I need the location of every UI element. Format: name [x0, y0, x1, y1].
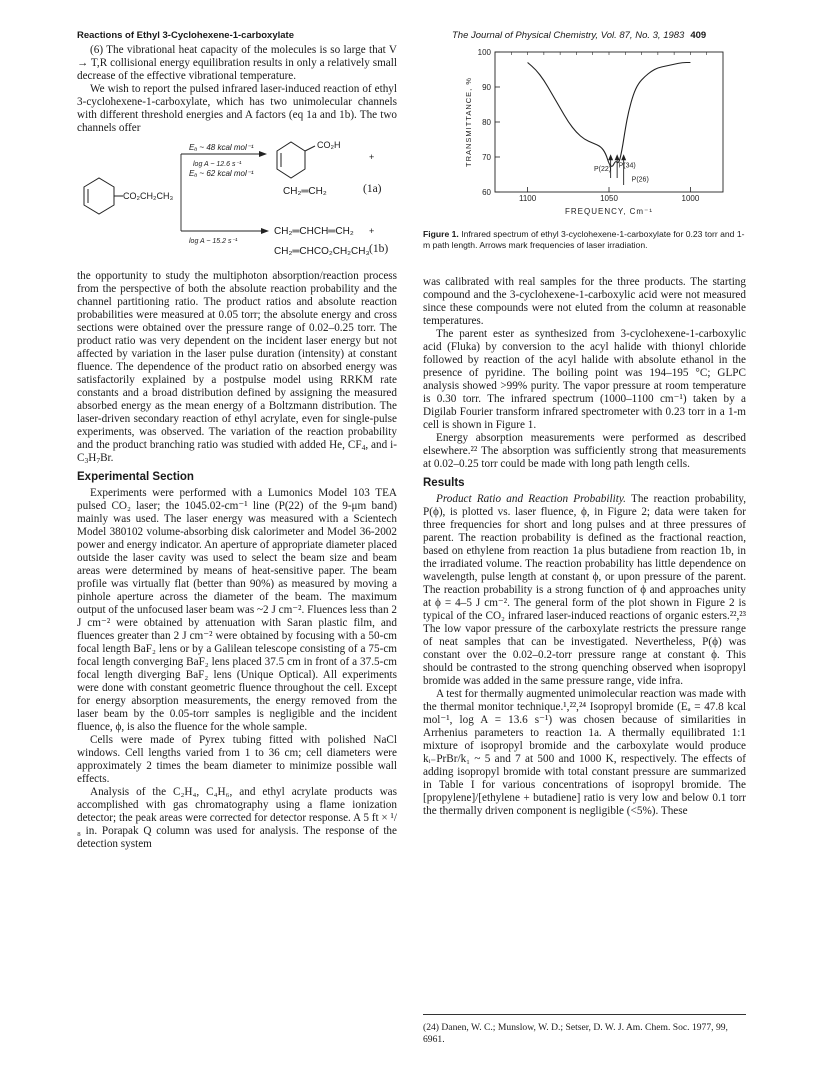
y-tick-label: 60 — [482, 188, 491, 197]
y-axis-label: TRANSMITTANCE, % — [464, 76, 473, 168]
paragraph: A test for thermally augmented unimolecular reaction was made with the thermal monitor technique.¹,²²,²⁴ Isopropyl bromide (Eₐ = 47.8 kcal mol⁻¹, log A = 13.6 s⁻¹) was chosen because of similarities in Arrhenius parameters to reaction 1a. A thermally equilibrated 1:1 mixture of isopropyl bromide and the carboxylate would produce kᵢ₋PrBr/k₁ ~ 5 and 7 at 500 and 1000 K, respectively. The effects of adding isopropyl bromide with total constant pressure are summarized in Table I for various concentrations of isopropyl bromide. The [propylene]/[ethylene + butadiene] ratio is very low and below 0.1 torr the thermally driven component is negligible (<5%). These — [423, 688, 746, 817]
page-number: 409 — [690, 30, 707, 41]
paragraph: Product Ratio and Reaction Probability. The reaction probability, P(ϕ), is plotted vs. laser fluence, ϕ, in Figure 2; data were taken for three frequencies for short and long pulses and at three pressures of parent. The reaction probability is defined as the fractional reaction, based on ethylene from reaction 1a plus butadiene from reaction 1b, in the irradiated volume. The reaction probability has little dependence on wavelength, pulse length at constant ϕ, or upon pressure of the parent. The reaction probability is a strong function of ϕ and approaches unity at ϕ = 4–5 J cm⁻². The general form of the plot shown in Figure 2 is typical of the CO₂ infrared laser-induced reactions of organic esters.²²,²³ The low vapor pressure of the carboxylate restricts the pressure range of neat samples that can be investigated. Nevertheless, P(ϕ) was constant over the 0.02–0.2-torr pressure range at constant ϕ. This should be contrasted to the strong quenching observed when isopropyl bromide was added in the same pressure range, vide infra. — [423, 493, 746, 687]
product-ethylene: CH₂═CH₂ — [283, 186, 327, 197]
right-column — [423, 276, 746, 818]
arrow-head — [621, 154, 626, 160]
footnote: (24) Danen, W. C.; Munslow, W. D.; Setser, D. W. J. Am. Chem. Soc. 1977, 99, 6961. — [423, 1022, 728, 1045]
caption-label: Figure 1. — [423, 229, 459, 239]
subsection-run-in-heading: Product Ratio and Reaction Probability. — [436, 493, 626, 505]
equation-label-1a: (1a) — [363, 183, 382, 195]
activation-energy-1a: Eₐ ~ 48 kcal mol⁻¹ — [189, 143, 254, 152]
y-tick-label: 90 — [482, 83, 491, 92]
plus-sign-1b: + — [369, 226, 375, 236]
footnote-rule — [423, 1014, 746, 1015]
running-head-title: Reactions of Ethyl 3-Cyclohexene-1-carboxylate — [77, 30, 294, 41]
log-a-1b: log A ~ 15.2 s⁻¹ — [189, 238, 238, 245]
caption-text: Infrared spectrum of ethyl 3-cyclohexene-1-carboxylate for 0.23 torr and 1-m path length. Arrows mark frequencies of laser irradiation. — [423, 229, 745, 250]
journal-citation: The Journal of Physical Chemistry, Vol. 87, No. 3, 1983 — [452, 30, 685, 41]
x-tick-label: 1050 — [600, 194, 618, 203]
arrow-head — [615, 154, 620, 160]
ir-spectrum-chart — [423, 40, 746, 226]
x-axis-label: FREQUENCY, Cm⁻¹ — [565, 207, 653, 216]
paragraph: the opportunity to study the multiphoton absorption/reaction process from the perspective of both the absolute reaction probability and the channel partitioning ratio. The product ratios and absolute reaction probabilities were measured at 0.05 torr; the absolute energy and cross sections were obtained over the pressure range of 0.02–0.25 torr. The product ratio was very dependent on the incident laser energy but not affected by variation in the laser pulse duration (intensity) at constant fluence. The dependence of the product ratio on absorbed energy was satisfactorily explained by a postpulse model using RRKM rate constants and a broad distribution defined by assigning the measured absorbed energy as the mean energy of a Boltzmann distribution. The laser-driven secondary reaction of ethyl acrylate, even for single-pulse experiments, was observed. The variation of the reaction probability and the product branching ratio was studied with added He, $CF_4$, and $i-C_3H_7Br$. — [77, 270, 397, 465]
product-acid-group: CO₂H — [317, 140, 341, 150]
product-ethyl-acrylate: CH₂═CHCO₂CH₂CH₃ — [274, 246, 370, 257]
paragraph: (6) The vibrational heat capacity of the molecules is so large that V → T,R collisional energy equilibration results in only a relatively small decrease of the effective vibrational temperature. — [77, 44, 397, 82]
plus-sign-1a: + — [369, 152, 375, 162]
paragraph: was calibrated with real samples for the three products. The starting compound and the 3-cyclohexene-1-carboxylic acid were not measured since these compounds were not eluted from the column at reasonable temperatures. — [423, 276, 746, 327]
x-tick-label: 1100 — [518, 194, 537, 203]
marker-label-p26: P(26) — [631, 176, 649, 184]
reaction-scheme — [77, 139, 397, 266]
paragraph: Experiments were performed with a Lumonics Model 103 TEA pulsed CO₂ laser; the 1045.02-cm⁻¹ line (P(22) of the 9-μm band) mainly was used. The laser energy was measured with a Scientech Model 380102 volume-absorbing disk calorimeter and Model 36-2002 power and energy indicator. An aperture of appropriate diameter placed outside the laser cavity was used to select the beam size and beam areas were determined by means of heat-sensitive paper. The beam profile was virtually flat (better than 90%) as measured by moving a pinhole aperture across the diameter of the beam. The maximum output of the unfocused laser beam was ~2 J cm⁻². Fluences less than 2 J cm⁻² were obtained by attenuation with Saran plastic film, and fluences greater than 2 J cm⁻² were obtained by focusing with a 50-cm focal length BaF₂ lens or by a Galilean telescope consisting of a 75-cm focal length converging BaF₂ lens placed 37.5 cm in front of a 37.5-cm focal length diverging BaF₂ lens (Unique Optical). All experiments were done with constant geometric fluence throughout the cell. Except for energy absorption measurements, the energy removed from the laser beam by the 0.05-torr samples is negligible and the incident fluence, ϕ, is also the fluence for the whole sample. — [77, 487, 397, 733]
y-tick-label: 80 — [482, 118, 491, 127]
figure-caption — [423, 229, 746, 250]
paragraph: Cells were made of Pyrex tubing fitted with polished NaCl windows. Cell lengths varied from 1 to 36 cm; cell diameters were approximately 2 times the beam diameter to minimize possible wall effects. — [77, 734, 397, 785]
section-heading: Results — [423, 477, 465, 489]
paragraph: We wish to report the pulsed infrared laser-induced reaction of ethyl 3-cyclohexene-1-carboxylate, which has two unimolecular channels with different threshold energies and A factors (eq 1a and 1b). The two channels offer — [77, 83, 397, 134]
left-column — [77, 44, 397, 851]
y-tick-label: 70 — [482, 153, 491, 162]
paragraph: Analysis of the C₂H₄, C₄H₆, and ethyl acrylate products was accomplished with gas chromatography using a flame ionization detector; the peak areas were corrected for detector response. A 5 ft × ¹/₈ in. Porapak Q column was used for analysis. The response of the detection system — [77, 786, 397, 850]
reactant-substituent: CO₂CH₂CH₃ — [123, 191, 174, 201]
log-a-1a: log A ~ 12.6 s⁻¹ — [193, 161, 242, 168]
paragraph: Energy absorption measurements were performed as described elsewhere.²² The absorption was sufficiently strong that measurements at 0.02–0.25 torr could be made with long path length cells. — [423, 432, 746, 470]
section-heading: Experimental Section — [77, 471, 194, 483]
marker-label-p34: P(34) — [618, 162, 636, 170]
x-tick-label: 1000 — [681, 194, 700, 203]
y-tick-label: 100 — [477, 48, 491, 57]
activation-energy-1b: Eₐ ~ 62 kcal mol⁻¹ — [189, 169, 254, 178]
paragraph: The parent ester as synthesized from 3-cyclohexene-1-carboxylic acid (Fluka) by conversion to the acyl halide with thionyl chloride followed by reaction of the acyl halide with absolute ethanol in the presence of pyridine. The boiling point was 194–195 °C; GLPC analysis showed >99% purity. The vapor pressure at room temperature is 0.30 torr. The infrared spectrum (1000–1100 cm⁻¹) taken by a Digilab Fourier transform infrared spectrometer with 0.23 torr in a 1-m cell is shown in Figure 1. — [423, 328, 746, 431]
spectrum-line — [528, 63, 691, 167]
product-butadiene: CH₂═CHCH═CH₂ — [274, 226, 354, 237]
equation-label-1b: (1b) — [369, 243, 389, 255]
marker-label-p22: P(22) — [594, 166, 612, 173]
arrow-head — [608, 154, 613, 160]
